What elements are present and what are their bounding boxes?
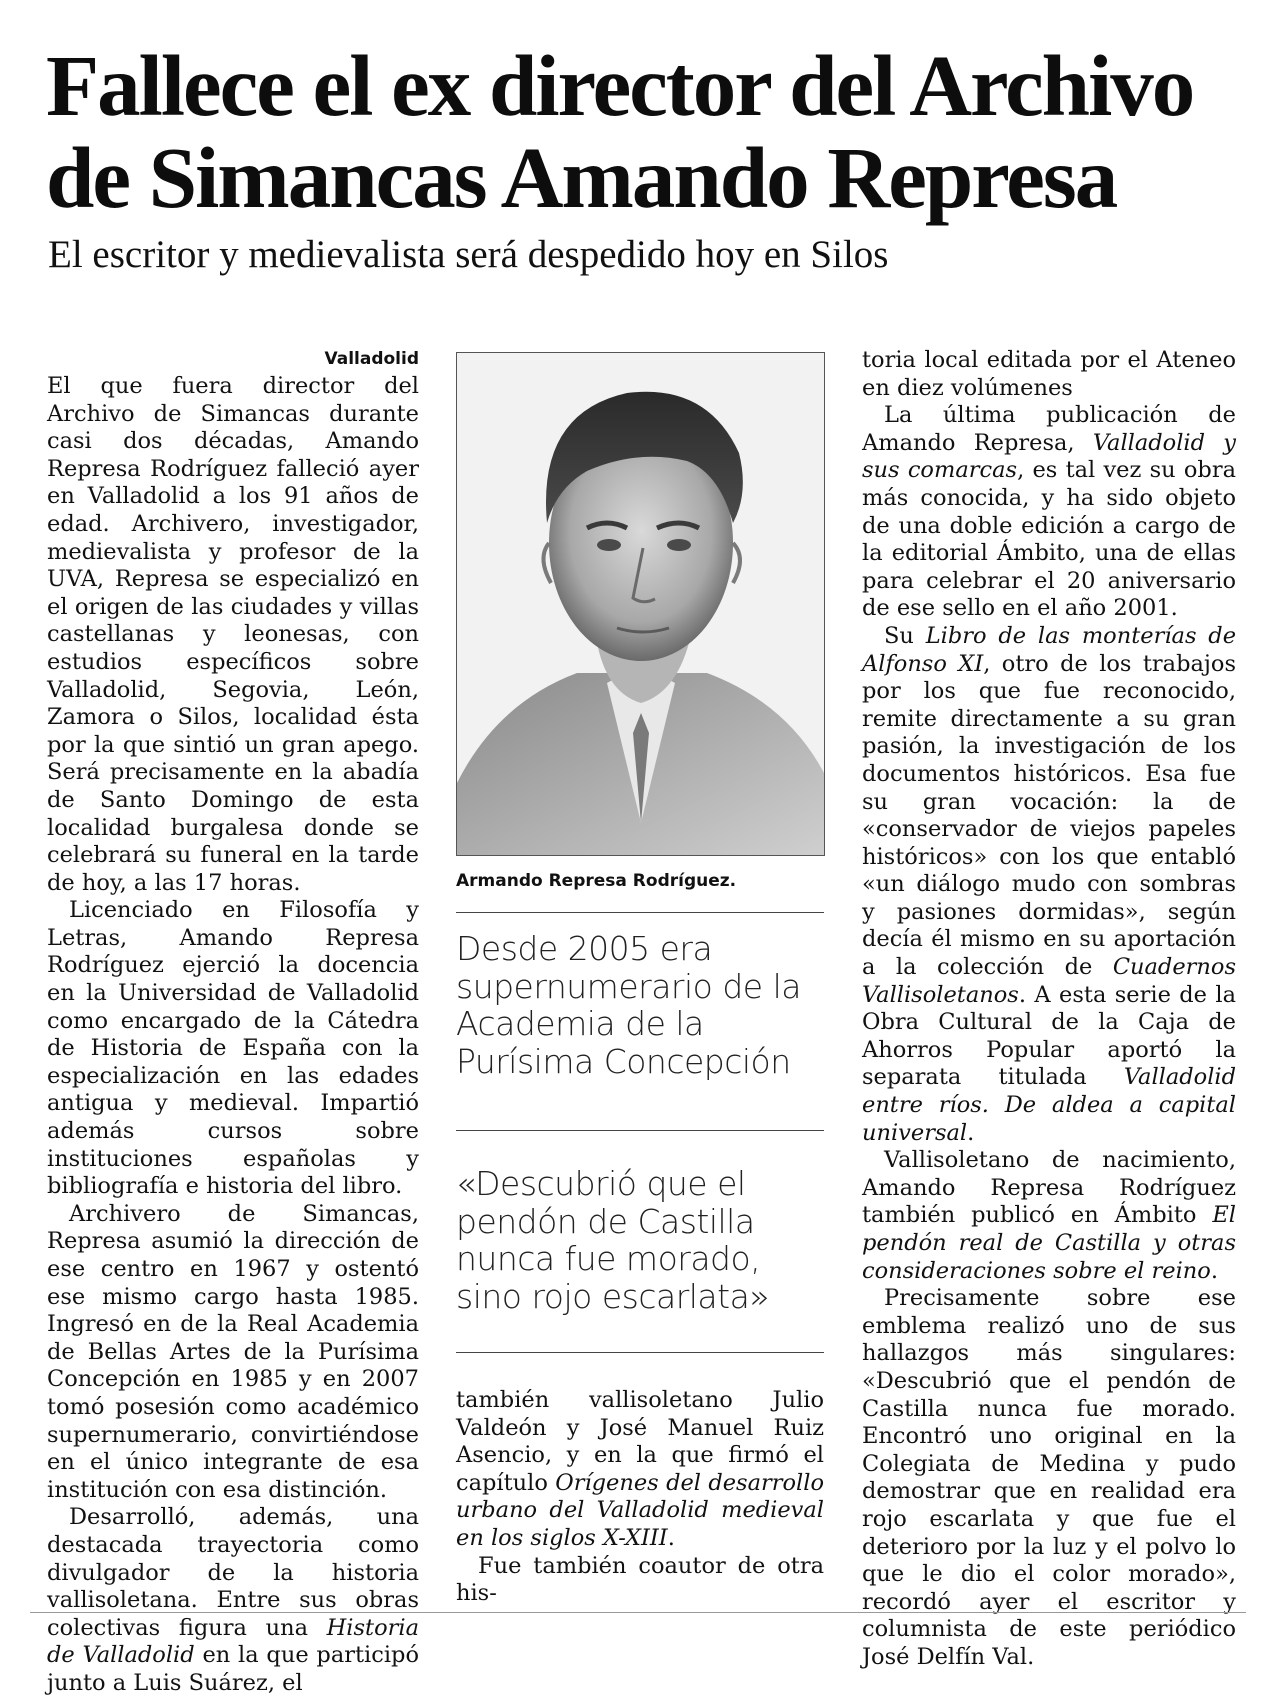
- paragraph-5: [456, 1387, 824, 1553]
- text-run: .: [967, 1119, 975, 1146]
- paragraph-9: [862, 623, 1236, 1147]
- page-bottom-rule: [30, 1612, 1246, 1613]
- headline-line-2: de Simancas Amando Represa: [46, 129, 1117, 226]
- paragraph-4: [47, 1504, 419, 1697]
- text-run: , otro de los trabajos por los que fue reconocido, remite directamente a su gran pasión, la investigación de los documentos históricos. Esa fue su gran vocación: la de «conservador de viejos papeles históricos» con los que entabló «un diálogo mudo con sombras y pasiones dormidas», según decía él mismo en su aportación a la colección de: [862, 650, 1236, 981]
- book-title: Valladolid y sus comarcas: [862, 429, 1237, 484]
- text-run: La última publicación de Amando Represa,: [862, 402, 1236, 456]
- book-title: El pendón real de Castilla y otras consideraciones sobre el reino: [862, 1202, 1236, 1284]
- pull-quote-1: Desde 2005 era supernumerario de la Academia de la Purísima Concepción: [456, 929, 801, 1081]
- book-title: Historia de Valladolid: [47, 1614, 419, 1669]
- text-run: Desarrolló, además, una destacada trayectoria como divulgador de la historia vallisoletana. Entre sus obras colectivas figura una: [47, 1504, 419, 1641]
- paragraph-1: El que fuera director del Archivo de Simancas durante casi dos décadas, Amando Represa Rodríguez falleció ayer en Valladolid a los 91 años de edad. Archivero, investigador, medievalista y profesor de la UVA, Represa se especializó en el origen de las ciudades y villas castellanas y leonesas, con estudios específicos sobre Valladolid, Segovia, León, Zamora o Silos, localidad ésta por la que sintió un gran apego. Será precisamente en la abadía de Santo Domingo de esta localidad burgalesa donde se celebrará su funeral en la tarde de hoy, a las 17 horas.: [47, 373, 419, 896]
- separata-title: Valladolid entre ríos. De aldea a capital universal: [862, 1064, 1236, 1146]
- paragraph-2: Licenciado en Filosofía y Letras, Amando Represa Rodríguez ejerció la docencia en la Universidad de Valladolid como encargado de la Cátedra de Historia de España con la especialización en las edades antigua y medieval. Impartió además cursos sobre instituciones españolas y bibliografía e historia del libro.: [47, 897, 419, 1200]
- text-run: . A esta serie de la Obra Cultural de la Caja de Ahorros Popular aportó la separata titulada: [862, 981, 1236, 1091]
- text-run: .: [1210, 1257, 1218, 1284]
- article-column-2: [456, 1387, 824, 1608]
- article-column-3: [862, 347, 1236, 1672]
- chapter-title: Orígenes del desarrollo urbano del Valladolid medieval en los siglos X-XIII: [456, 1469, 824, 1551]
- text-run: también vallisoletano Julio Valdeón y José Manuel Ruiz Asencio, y en la que firmó el capítulo: [456, 1387, 824, 1496]
- paragraph-8: [862, 402, 1236, 623]
- paragraph-10: [862, 1147, 1236, 1285]
- paragraph-11: Precisamente sobre ese emblema realizó uno de sus hallazgos más singulares: «Descubrió que el pendón de Castilla nunca fue morado. Encontró uno original en la Colegiata de Medina y pudo demostrar que en realidad era rojo escarlata y que fue el deterioro por la luz y el polvo lo que le dio el color morado», recordó ayer el escritor y columnista de este periódico José Delfín Val.: [862, 1285, 1236, 1670]
- divider: [456, 912, 824, 913]
- series-title: Cuadernos Vallisoletanos: [862, 954, 1236, 1008]
- portrait-photo: [456, 352, 825, 856]
- divider: [456, 1130, 824, 1131]
- portrait-illustration: [457, 353, 824, 855]
- dateline: Valladolid: [324, 349, 419, 369]
- book-title: Libro de las monterías de Alfonso XI: [862, 622, 1237, 677]
- headline-line-1: Fallece el ex director del Archivo: [46, 37, 1194, 134]
- pull-quote-2: «Descubrió que el pendón de Castilla nunca fue morado, sino rojo escarlata»: [456, 1164, 770, 1316]
- divider: [456, 1352, 824, 1353]
- text-run: Su: [884, 622, 926, 649]
- text-run: , es tal vez su obra más conocida, y ha sido objeto de una doble edición a cargo de la editorial Ámbito, una de ellas para celebrar el 20 aniversario de ese sello en el año 2001.: [862, 457, 1237, 622]
- paragraph-3: Archivero de Simancas, Represa asumió la dirección de ese centro en 1967 y ostentó ese mismo cargo hasta 1985. Ingresó en de la Real Academia de Bellas Artes de la Purísima Concepción en 1985 y en 2007 tomó posesión como académico supernumerario, convirtiéndose en el único integrante de esa institución con esa distinción.: [47, 1200, 419, 1503]
- paragraph-7: toria local editada por el Ateneo en diez volúmenes: [862, 347, 1236, 401]
- text-run: en la que participó junto a Luis Suárez, el: [47, 1642, 419, 1696]
- paragraph-6: Fue también coautor de otra his-: [456, 1552, 824, 1607]
- text-run: Vallisoletano de nacimiento, Amando Represa Rodríguez también publicó en Ámbito: [862, 1147, 1236, 1229]
- article-column-1: [47, 347, 419, 1698]
- headline: [46, 37, 1246, 226]
- text-run: .: [667, 1524, 675, 1551]
- subheadline: El escritor y medievalista será despedido hoy en Silos: [48, 233, 889, 276]
- photo-caption: Armando Represa Rodríguez.: [456, 871, 737, 891]
